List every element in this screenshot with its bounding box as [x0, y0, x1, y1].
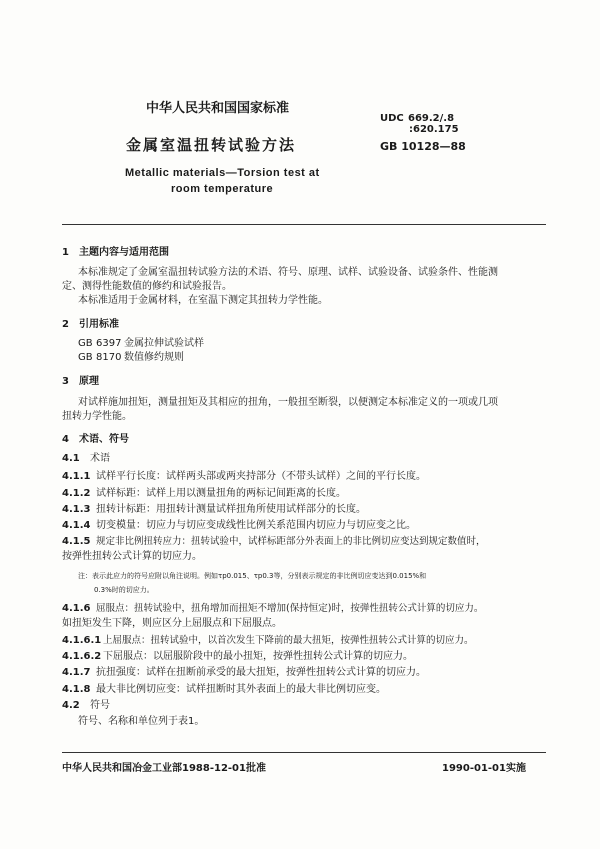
- section-3-title: 原理: [79, 376, 99, 387]
- footer-divider: [62, 752, 546, 753]
- clause-4-1-3-number: 4.1.3: [62, 504, 91, 515]
- section-3-para-1a: 对试样施加扭矩，测量扭矩及其相应的扭角，一般扭至断裂，以便测定本标准定义的一项或几项: [78, 397, 498, 408]
- approval-statement: 中华人民共和国冶金工业部1988-12-01批准: [62, 763, 266, 774]
- clause-4-1-8-number: 4.1.8: [62, 684, 91, 695]
- clause-4-1-1-number: 4.1.1: [62, 471, 91, 482]
- section-1-para-1b: 定、测得性能数值的修约和试验报告。: [62, 281, 232, 292]
- clause-4-1-6-1-number: 4.1.6.1: [62, 635, 102, 646]
- clause-4-1-number: 4.1: [62, 453, 80, 464]
- clause-4-1-6-text-1: 屈服点：扭转试验中，扭角增加而扭矩不增加(保持恒定)时，按弹性扭转公式计算的切应力。: [96, 603, 484, 614]
- reference-2-code: GB: [78, 352, 93, 363]
- document-title-cn: 金属室温扭转试验方法: [126, 136, 297, 154]
- reference-1-name: 金属拉伸试验试样: [124, 338, 204, 349]
- section-2-number: 2: [62, 319, 69, 330]
- clause-4-1-1-text: 试样平行长度：试样两头部或两夹持部分（不带头试样）之间的平行长度。: [96, 471, 426, 482]
- clause-4-1-6-2-number: 4.1.6.2: [62, 651, 102, 662]
- section-1-number: 1: [62, 247, 69, 258]
- clause-4-1-6-2-text: 下屈服点：以屈服阶段中的最小扭矩，按弹性扭转公式计算的切应力。: [103, 651, 413, 662]
- clause-4-1-7-number: 4.1.7: [62, 667, 91, 678]
- clause-4-1-3-text: 扭转计标距：用扭转计测量试样扭角所使用试样部分的长度。: [96, 504, 366, 515]
- clause-4-1-5-note-1: 注：表示此应力的符号应附以角注说明。例如τp0.015、τp0.3等，分别表示规定的非比例切应变达到0.015%和: [78, 572, 427, 580]
- document-title-en-2: room temperature: [171, 183, 274, 195]
- reference-1-number: 6397: [96, 338, 122, 349]
- clause-4-1-4-number: 4.1.4: [62, 520, 91, 531]
- clause-4-1-4-text: 切变模量：切应力与切应变成线性比例关系范围内切应力与切应变之比。: [96, 520, 416, 531]
- udc-code-line1: 669.2/.8: [408, 113, 455, 124]
- header-divider: [62, 224, 546, 225]
- clause-4-2-text: 符号: [90, 700, 110, 711]
- section-1-para-1a: 本标准规定了金属室温扭转试验方法的术语、符号、原理、试样、试验设备、试验条件、性能测: [78, 267, 498, 278]
- reference-2-number: 8170: [96, 352, 122, 363]
- issuing-body: 中华人民共和国国家标准: [146, 101, 290, 116]
- clause-4-1-7-text: 抗扭强度：试样在扭断前承受的最大扭矩，按弹性扭转公式计算的切应力。: [96, 667, 426, 678]
- section-4-title: 术语、符号: [79, 434, 129, 445]
- reference-1-code: GB: [78, 338, 93, 349]
- udc-label: UDC: [380, 113, 404, 124]
- document-title-en-1: Metallic materials—Torsion test at: [125, 167, 320, 179]
- section-3-para-1b: 扭转力学性能。: [62, 411, 132, 422]
- section-2-title: 引用标准: [79, 319, 119, 330]
- clause-4-1-5-text-2: 按弹性扭转公式计算的切应力。: [62, 551, 202, 562]
- section-4-number: 4: [62, 434, 69, 445]
- standard-number: GB 10128—88: [380, 140, 466, 153]
- clause-4-1-8-text: 最大非比例切应变：试样扭断时其外表面上的最大非比例切应变。: [96, 684, 386, 695]
- clause-4-1-5-text-1: 规定非比例扭转应力：扭转试验中，试样标距部分外表面上的非比例切应变达到规定数值时，: [96, 536, 486, 547]
- udc-code-line2: :620.175: [409, 124, 459, 135]
- clause-4-1-6-text-2: 如扭矩发生下降，则应区分上屈服点和下屈服点。: [62, 618, 282, 629]
- clause-4-1-text: 术语: [90, 453, 110, 464]
- section-1-para-2: 本标准适用于金属材料，在室温下测定其扭转力学性能。: [78, 295, 328, 306]
- clause-4-2-number: 4.2: [62, 700, 80, 711]
- section-3-number: 3: [62, 376, 69, 387]
- clause-4-1-5-note-2: 0.3%时的切应力。: [94, 586, 154, 594]
- clause-4-1-2-text: 试样标距：试样上用以测量扭角的两标记间距离的长度。: [96, 488, 346, 499]
- reference-2-name: 数值修约规则: [124, 352, 184, 363]
- clause-4-1-5-number: 4.1.5: [62, 536, 91, 547]
- clause-4-1-6-1-text: 上屈服点：扭转试验中，以首次发生下降前的最大扭矩，按弹性扭转公式计算的切应力。: [103, 635, 474, 646]
- implementation-date: 1990-01-01实施: [442, 763, 526, 774]
- clause-4-1-2-number: 4.1.2: [62, 488, 91, 499]
- clause-4-2-para: 符号、名称和单位列于表1。: [78, 716, 205, 727]
- section-1-title: 主题内容与适用范围: [79, 247, 169, 258]
- clause-4-1-6-number: 4.1.6: [62, 603, 91, 614]
